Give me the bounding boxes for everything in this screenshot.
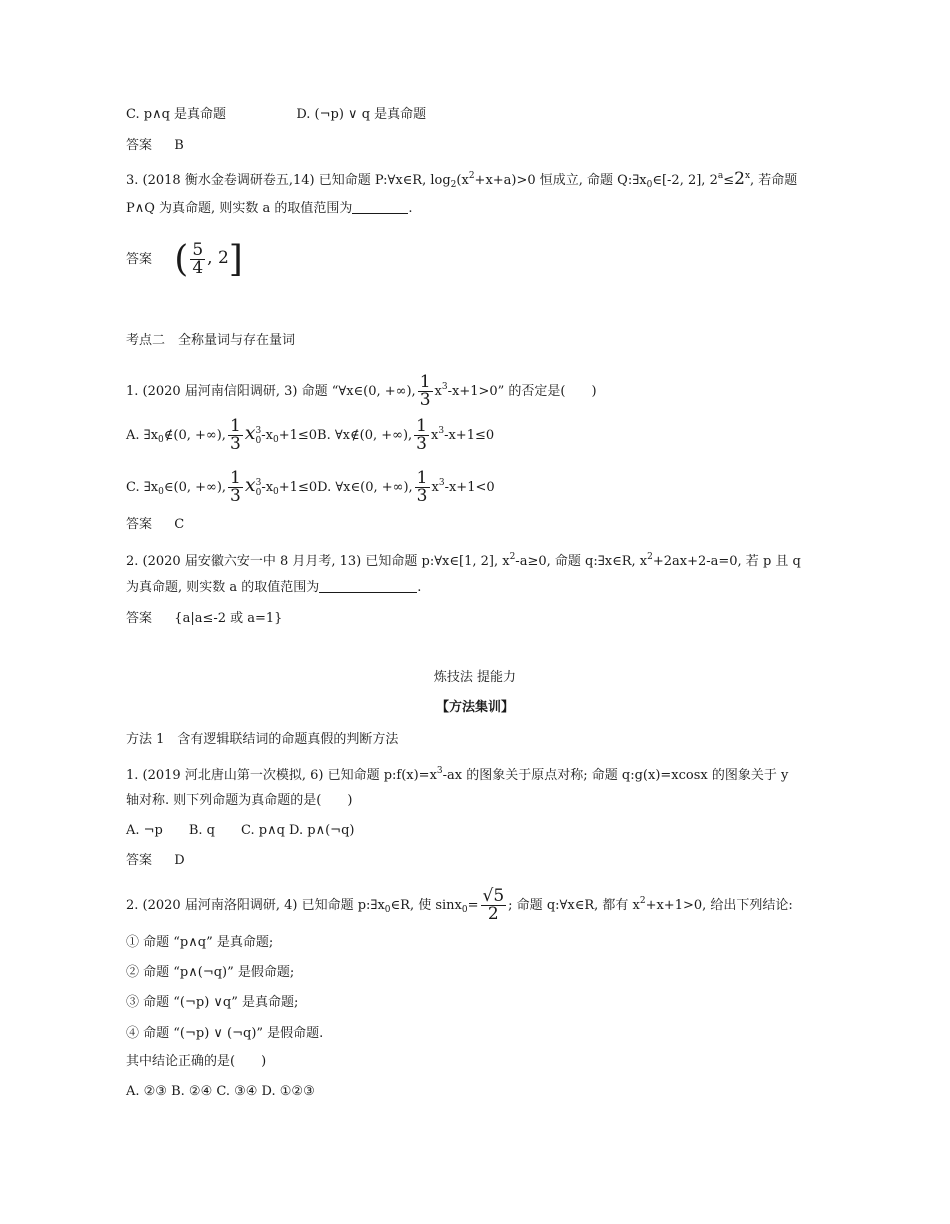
section-heading: 炼技法 提能力 xyxy=(433,670,517,685)
fraction: $\frac{5}{4}$ xyxy=(192,240,204,278)
answer-value: B xyxy=(174,138,184,153)
left-paren: ( xyxy=(174,238,189,280)
answer-line xyxy=(126,611,282,627)
method-q1-options: A. ¬p B. q C. p∧q D. p∧(¬q) xyxy=(126,823,355,838)
method-title: 方法 1 含有逻辑联结词的命题真假的判断方法 xyxy=(126,732,399,747)
conclusion-2: ② 命题 “p∧(¬q)” 是假命题; xyxy=(126,965,295,980)
question-2-line-2: 为真命题, 则实数 a 的取值范围为 . xyxy=(126,580,422,595)
question-2-line-1: 2. (2020 届安徽六安一中 8 月月考, 13) 已知命题 p:∀x∈[1, 2], $x^2-a\ge 0$, 命题 q:∃x∈R, $x^2+2ax+2-a=0$, 若 p 且 q xyxy=(126,552,801,569)
method-q1-line-2: 轴对称. 则下列命题为真命题的是( ) xyxy=(126,793,353,808)
answer-value: C xyxy=(174,517,185,532)
answer-label: 答案 xyxy=(126,853,153,868)
answer-value: D xyxy=(174,853,185,868)
method-q2-stem: 2. (2020 届河南洛阳调研, 4) 已知命题 $p:\exists x_0\in R$, 使 sinx$_0$= $\frac{√5}{2}$ ; 命题 q:∀x∈R, 都有 $x^2+x+1>0$, 给出下列结论: xyxy=(126,886,793,924)
method-q2-options: A. ②③ B. ②④ C. ③④ D. ①②③ xyxy=(126,1084,315,1099)
conclusion-3: ③ 命题 “(¬p) ∨q” 是真命题; xyxy=(126,995,299,1010)
answer-line: 答案 ( $\frac{5}{4}$ , 2] xyxy=(126,238,243,280)
right-bracket: ] xyxy=(228,238,243,280)
conclusion-4: ④ 命题 “(¬p) ∨ (¬q)” 是假命题. xyxy=(126,1026,324,1041)
answer-value: {a|a≤-2 或 a=1} xyxy=(174,611,283,626)
answer-line xyxy=(126,517,184,533)
conclusion-1: ① 命题 “p∧q” 是真命题; xyxy=(126,935,274,950)
answer-label: 答案 xyxy=(126,517,153,532)
answer-label: 答案 xyxy=(126,138,153,153)
question-prompt: 其中结论正确的是( ) xyxy=(126,1054,267,1069)
options-c-d: C. $\exists x_0\in(0$, +∞), $\frac{1}{3}$ x 3 0 $-x_0+1\le 0D$. ∀x∈(0, +∞), $\frac{1}{3}$ $x^3-x+1<0$ xyxy=(126,468,495,506)
option-d: D. (¬p) ∨ q 是真命题 xyxy=(296,107,427,122)
question-3-line-1: 3. (2018 衡水金卷调研卷五,14) 已知命题 P:∀x∈R, $\log_2(x^2+x+a)>0$ 恒成立, 命题 $Q:\exists x_0\in[-2$, 2], $2^a\le 2^x$, 若命题 xyxy=(126,169,798,190)
fill-blank xyxy=(352,201,408,214)
method-q1-line-1: 1. (2019 河北唐山第一次模拟, 6) 已知命题 $p:f(x)=x^3-ax$ 的图象关于原点对称; 命题 q:g(x)=xcosx 的图象关于 y xyxy=(126,766,789,783)
question-1-stem: 1. (2020 届河南信阳调研, 3) 命题 “∀x∈(0, +∞), $\frac{1}{3}$ $x^3-x+1>0$” 的否定是( ) xyxy=(126,372,597,410)
question-3-line-2: P∧Q 为真命题, 则实数 a 的取值范围为 . xyxy=(126,201,413,216)
option-c: C. p∧q 是真命题 xyxy=(126,107,227,122)
options-a-b: A. $\exists x_0\notin(0$, +∞), $\frac{1}{3}$ x 3 0 $-x_0+1\le 0B$. ∀x∉(0, +∞), $\frac{1}{3}$ $x^3-x+1\le 0$ xyxy=(126,416,495,454)
option-line xyxy=(126,107,426,123)
answer-line xyxy=(126,138,184,154)
fill-blank xyxy=(319,580,417,593)
fraction: $\frac{√5}{2}$ xyxy=(482,886,505,924)
answer-label: 答案 xyxy=(126,611,153,626)
section-title: 考点二 全称量词与存在量词 xyxy=(126,333,296,348)
answer-label: 答案 xyxy=(126,252,153,267)
section-subheading: 【方法集训】 xyxy=(435,700,514,715)
answer-line xyxy=(126,853,185,869)
